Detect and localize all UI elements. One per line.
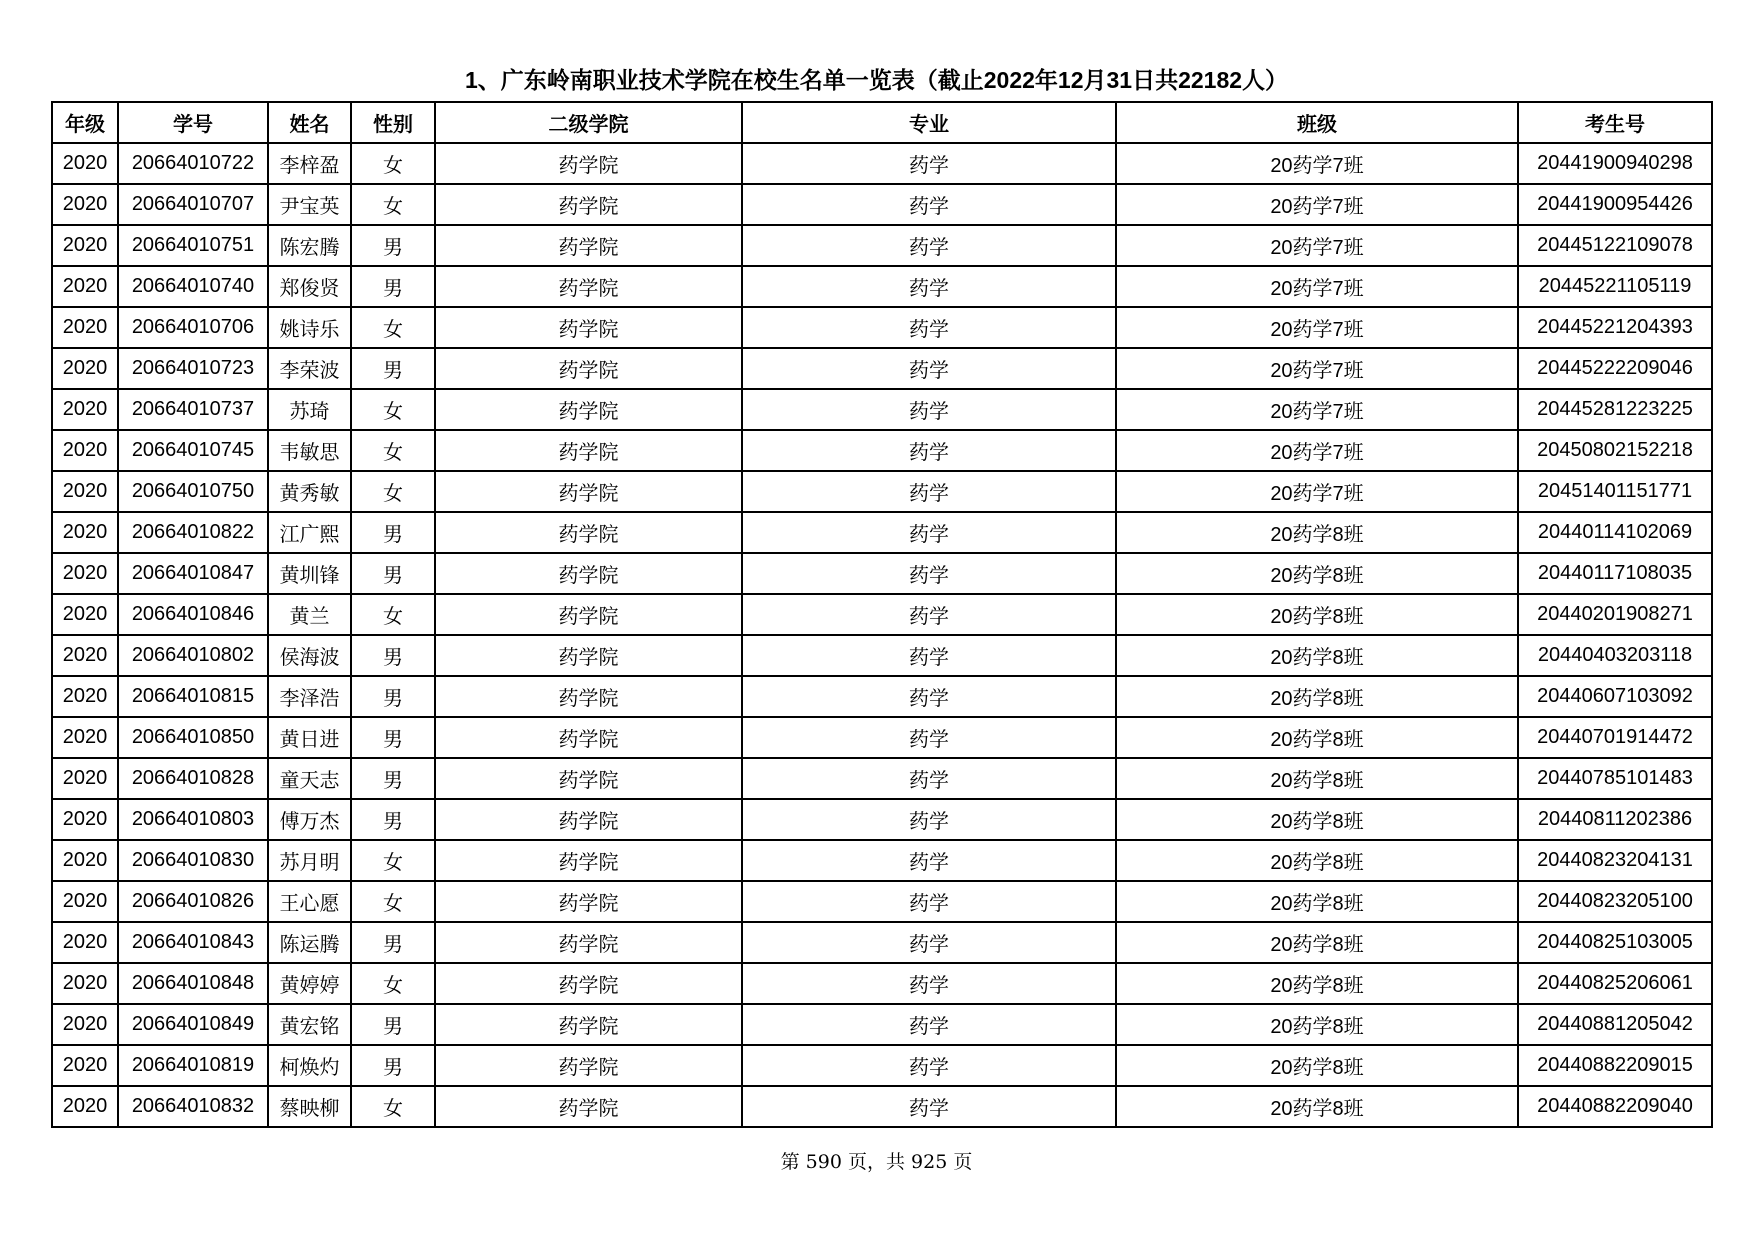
- cell-major: 药学: [742, 143, 1116, 184]
- cell-college: 药学院: [435, 512, 742, 553]
- cell-student-id: 20664010707: [118, 184, 268, 225]
- cell-major: 药学: [742, 963, 1116, 1004]
- cell-student-id: 20664010849: [118, 1004, 268, 1045]
- cell-name: 韦敏思: [268, 430, 351, 471]
- table-row: [52, 840, 1712, 881]
- cell-college: 药学院: [435, 184, 742, 225]
- cell-student-id: 20664010740: [118, 266, 268, 307]
- cell-grade: 2020: [52, 430, 118, 471]
- cell-class: 20药学8班: [1116, 881, 1518, 922]
- table-row: [52, 1045, 1712, 1086]
- table-row: [52, 1004, 1712, 1045]
- cell-college: 药学院: [435, 348, 742, 389]
- cell-college: 药学院: [435, 881, 742, 922]
- cell-student-id: 20664010826: [118, 881, 268, 922]
- cell-gender: 女: [351, 963, 435, 1004]
- cell-exam-number: 20440785101483: [1518, 758, 1712, 799]
- cell-grade: 2020: [52, 143, 118, 184]
- table-row: [52, 348, 1712, 389]
- cell-exam-number: 20440201908271: [1518, 594, 1712, 635]
- cell-student-id: 20664010750: [118, 471, 268, 512]
- cell-gender: 女: [351, 430, 435, 471]
- cell-class: 20药学8班: [1116, 676, 1518, 717]
- cell-college: 药学院: [435, 635, 742, 676]
- table-row: [52, 143, 1712, 184]
- cell-exam-number: 20441900954426: [1518, 184, 1712, 225]
- cell-name: 黄秀敏: [268, 471, 351, 512]
- cell-major: 药学: [742, 840, 1116, 881]
- table-row: [52, 225, 1712, 266]
- cell-student-id: 20664010846: [118, 594, 268, 635]
- table-row: [52, 1086, 1712, 1127]
- cell-college: 药学院: [435, 307, 742, 348]
- cell-class: 20药学7班: [1116, 471, 1518, 512]
- cell-student-id: 20664010745: [118, 430, 268, 471]
- cell-class: 20药学8班: [1116, 717, 1518, 758]
- cell-exam-number: 20440114102069: [1518, 512, 1712, 553]
- cell-college: 药学院: [435, 471, 742, 512]
- cell-major: 药学: [742, 1004, 1116, 1045]
- cell-gender: 女: [351, 184, 435, 225]
- cell-name: 陈宏腾: [268, 225, 351, 266]
- cell-college: 药学院: [435, 922, 742, 963]
- cell-major: 药学: [742, 471, 1116, 512]
- cell-college: 药学院: [435, 717, 742, 758]
- cell-exam-number: 20445221105119: [1518, 266, 1712, 307]
- cell-grade: 2020: [52, 348, 118, 389]
- table-row: [52, 512, 1712, 553]
- table-header-row: [52, 102, 1712, 143]
- table-row: [52, 635, 1712, 676]
- table-row: [52, 758, 1712, 799]
- cell-gender: 男: [351, 553, 435, 594]
- cell-student-id: 20664010819: [118, 1045, 268, 1086]
- cell-college: 药学院: [435, 1086, 742, 1127]
- table-row: [52, 553, 1712, 594]
- cell-gender: 女: [351, 471, 435, 512]
- cell-grade: 2020: [52, 389, 118, 430]
- cell-exam-number: 20440825103005: [1518, 922, 1712, 963]
- cell-grade: 2020: [52, 1004, 118, 1045]
- cell-exam-number: 20445122109078: [1518, 225, 1712, 266]
- table-row: [52, 307, 1712, 348]
- cell-major: 药学: [742, 799, 1116, 840]
- cell-college: 药学院: [435, 266, 742, 307]
- cell-grade: 2020: [52, 471, 118, 512]
- cell-gender: 男: [351, 225, 435, 266]
- student-roster-table: [51, 101, 1713, 1128]
- cell-gender: 男: [351, 266, 435, 307]
- cell-class: 20药学8班: [1116, 1004, 1518, 1045]
- cell-exam-number: 20445221204393: [1518, 307, 1712, 348]
- table-row: [52, 881, 1712, 922]
- header-student-id: 学号: [118, 102, 268, 143]
- cell-class: 20药学8班: [1116, 1045, 1518, 1086]
- cell-name: 李荣波: [268, 348, 351, 389]
- cell-class: 20药学7班: [1116, 389, 1518, 430]
- cell-grade: 2020: [52, 676, 118, 717]
- cell-gender: 男: [351, 1045, 435, 1086]
- page-number: 第 590 页，共 925 页: [780, 1151, 973, 1173]
- cell-student-id: 20664010832: [118, 1086, 268, 1127]
- cell-exam-number: 20440823204131: [1518, 840, 1712, 881]
- cell-name: 黄婷婷: [268, 963, 351, 1004]
- cell-college: 药学院: [435, 430, 742, 471]
- cell-exam-number: 20445222209046: [1518, 348, 1712, 389]
- cell-college: 药学院: [435, 1045, 742, 1086]
- cell-major: 药学: [742, 430, 1116, 471]
- cell-gender: 男: [351, 922, 435, 963]
- header-college: 二级学院: [435, 102, 742, 143]
- cell-college: 药学院: [435, 594, 742, 635]
- cell-exam-number: 20441900940298: [1518, 143, 1712, 184]
- cell-name: 尹宝英: [268, 184, 351, 225]
- header-exam-number: 考生号: [1518, 102, 1712, 143]
- cell-name: 李泽浩: [268, 676, 351, 717]
- cell-student-id: 20664010722: [118, 143, 268, 184]
- cell-grade: 2020: [52, 758, 118, 799]
- header-class: 班级: [1116, 102, 1518, 143]
- header-gender: 性别: [351, 102, 435, 143]
- cell-student-id: 20664010850: [118, 717, 268, 758]
- cell-student-id: 20664010848: [118, 963, 268, 1004]
- cell-exam-number: 20440811202386: [1518, 799, 1712, 840]
- cell-gender: 女: [351, 594, 435, 635]
- cell-exam-number: 20451401151771: [1518, 471, 1712, 512]
- cell-gender: 男: [351, 717, 435, 758]
- cell-class: 20药学8班: [1116, 799, 1518, 840]
- cell-grade: 2020: [52, 963, 118, 1004]
- cell-name: 黄兰: [268, 594, 351, 635]
- cell-class: 20药学8班: [1116, 553, 1518, 594]
- cell-class: 20药学7班: [1116, 266, 1518, 307]
- cell-major: 药学: [742, 184, 1116, 225]
- cell-grade: 2020: [52, 799, 118, 840]
- cell-major: 药学: [742, 1086, 1116, 1127]
- cell-student-id: 20664010830: [118, 840, 268, 881]
- cell-grade: 2020: [52, 184, 118, 225]
- cell-college: 药学院: [435, 225, 742, 266]
- cell-major: 药学: [742, 635, 1116, 676]
- cell-grade: 2020: [52, 635, 118, 676]
- cell-grade: 2020: [52, 1086, 118, 1127]
- table-row: [52, 266, 1712, 307]
- header-major: 专业: [742, 102, 1116, 143]
- cell-college: 药学院: [435, 143, 742, 184]
- cell-grade: 2020: [52, 840, 118, 881]
- cell-major: 药学: [742, 717, 1116, 758]
- cell-major: 药学: [742, 1045, 1116, 1086]
- cell-name: 李梓盈: [268, 143, 351, 184]
- table-row: [52, 430, 1712, 471]
- cell-student-id: 20664010815: [118, 676, 268, 717]
- cell-grade: 2020: [52, 1045, 118, 1086]
- cell-grade: 2020: [52, 922, 118, 963]
- cell-exam-number: 20440823205100: [1518, 881, 1712, 922]
- cell-major: 药学: [742, 594, 1116, 635]
- cell-exam-number: 20440701914472: [1518, 717, 1712, 758]
- cell-exam-number: 20450802152218: [1518, 430, 1712, 471]
- cell-college: 药学院: [435, 1004, 742, 1045]
- cell-exam-number: 20440882209040: [1518, 1086, 1712, 1127]
- table-row: [52, 922, 1712, 963]
- cell-gender: 女: [351, 881, 435, 922]
- cell-student-id: 20664010803: [118, 799, 268, 840]
- cell-gender: 男: [351, 635, 435, 676]
- cell-name: 苏琦: [268, 389, 351, 430]
- cell-name: 黄日进: [268, 717, 351, 758]
- cell-name: 陈运腾: [268, 922, 351, 963]
- cell-major: 药学: [742, 758, 1116, 799]
- table-row: [52, 594, 1712, 635]
- cell-gender: 男: [351, 799, 435, 840]
- table-row: [52, 963, 1712, 1004]
- cell-exam-number: 20445281223225: [1518, 389, 1712, 430]
- header-name: 姓名: [268, 102, 351, 143]
- cell-gender: 女: [351, 840, 435, 881]
- cell-name: 黄宏铭: [268, 1004, 351, 1045]
- cell-gender: 男: [351, 758, 435, 799]
- cell-grade: 2020: [52, 881, 118, 922]
- cell-gender: 男: [351, 348, 435, 389]
- cell-exam-number: 20440882209015: [1518, 1045, 1712, 1086]
- table-row: [52, 676, 1712, 717]
- cell-class: 20药学7班: [1116, 184, 1518, 225]
- cell-student-id: 20664010802: [118, 635, 268, 676]
- cell-student-id: 20664010843: [118, 922, 268, 963]
- cell-name: 郑俊贤: [268, 266, 351, 307]
- cell-grade: 2020: [52, 512, 118, 553]
- cell-class: 20药学7班: [1116, 143, 1518, 184]
- cell-grade: 2020: [52, 266, 118, 307]
- cell-name: 苏月明: [268, 840, 351, 881]
- table-row: [52, 184, 1712, 225]
- cell-college: 药学院: [435, 799, 742, 840]
- cell-class: 20药学8班: [1116, 922, 1518, 963]
- cell-gender: 女: [351, 389, 435, 430]
- cell-name: 黄圳锋: [268, 553, 351, 594]
- table-row: [52, 717, 1712, 758]
- cell-exam-number: 20440881205042: [1518, 1004, 1712, 1045]
- cell-name: 姚诗乐: [268, 307, 351, 348]
- cell-college: 药学院: [435, 389, 742, 430]
- table-row: [52, 799, 1712, 840]
- cell-gender: 男: [351, 1004, 435, 1045]
- cell-name: 童天志: [268, 758, 351, 799]
- cell-student-id: 20664010751: [118, 225, 268, 266]
- cell-class: 20药学8班: [1116, 512, 1518, 553]
- cell-class: 20药学7班: [1116, 225, 1518, 266]
- cell-class: 20药学8班: [1116, 1086, 1518, 1127]
- header-grade: 年级: [52, 102, 118, 143]
- cell-name: 侯海波: [268, 635, 351, 676]
- cell-exam-number: 20440117108035: [1518, 553, 1712, 594]
- cell-class: 20药学8班: [1116, 963, 1518, 1004]
- cell-class: 20药学8班: [1116, 758, 1518, 799]
- cell-gender: 男: [351, 676, 435, 717]
- cell-gender: 女: [351, 1086, 435, 1127]
- cell-major: 药学: [742, 676, 1116, 717]
- cell-gender: 女: [351, 143, 435, 184]
- cell-grade: 2020: [52, 225, 118, 266]
- table-body: [52, 143, 1712, 1127]
- cell-student-id: 20664010706: [118, 307, 268, 348]
- cell-major: 药学: [742, 922, 1116, 963]
- cell-major: 药学: [742, 348, 1116, 389]
- cell-college: 药学院: [435, 758, 742, 799]
- cell-major: 药学: [742, 881, 1116, 922]
- cell-major: 药学: [742, 266, 1116, 307]
- cell-student-id: 20664010737: [118, 389, 268, 430]
- cell-student-id: 20664010822: [118, 512, 268, 553]
- cell-class: 20药学8班: [1116, 635, 1518, 676]
- cell-class: 20药学7班: [1116, 430, 1518, 471]
- page-title: 1、广东岭南职业技术学院在校生名单一览表（截止2022年12月31日共22182人）: [464, 67, 1289, 93]
- cell-class: 20药学8班: [1116, 840, 1518, 881]
- cell-name: 蔡映柳: [268, 1086, 351, 1127]
- table-row: [52, 471, 1712, 512]
- table-row: [52, 389, 1712, 430]
- cell-gender: 女: [351, 307, 435, 348]
- cell-major: 药学: [742, 307, 1116, 348]
- cell-name: 王心愿: [268, 881, 351, 922]
- cell-exam-number: 20440825206061: [1518, 963, 1712, 1004]
- cell-major: 药学: [742, 553, 1116, 594]
- cell-name: 柯焕灼: [268, 1045, 351, 1086]
- cell-college: 药学院: [435, 553, 742, 594]
- cell-college: 药学院: [435, 840, 742, 881]
- cell-grade: 2020: [52, 594, 118, 635]
- cell-grade: 2020: [52, 307, 118, 348]
- cell-major: 药学: [742, 512, 1116, 553]
- cell-class: 20药学7班: [1116, 307, 1518, 348]
- cell-student-id: 20664010723: [118, 348, 268, 389]
- cell-major: 药学: [742, 225, 1116, 266]
- cell-exam-number: 20440403203118: [1518, 635, 1712, 676]
- cell-name: 江广熙: [268, 512, 351, 553]
- cell-class: 20药学7班: [1116, 348, 1518, 389]
- cell-exam-number: 20440607103092: [1518, 676, 1712, 717]
- cell-college: 药学院: [435, 676, 742, 717]
- cell-name: 傅万杰: [268, 799, 351, 840]
- cell-student-id: 20664010828: [118, 758, 268, 799]
- cell-grade: 2020: [52, 553, 118, 594]
- cell-grade: 2020: [52, 717, 118, 758]
- cell-gender: 男: [351, 512, 435, 553]
- cell-class: 20药学8班: [1116, 594, 1518, 635]
- cell-major: 药学: [742, 389, 1116, 430]
- cell-student-id: 20664010847: [118, 553, 268, 594]
- cell-college: 药学院: [435, 963, 742, 1004]
